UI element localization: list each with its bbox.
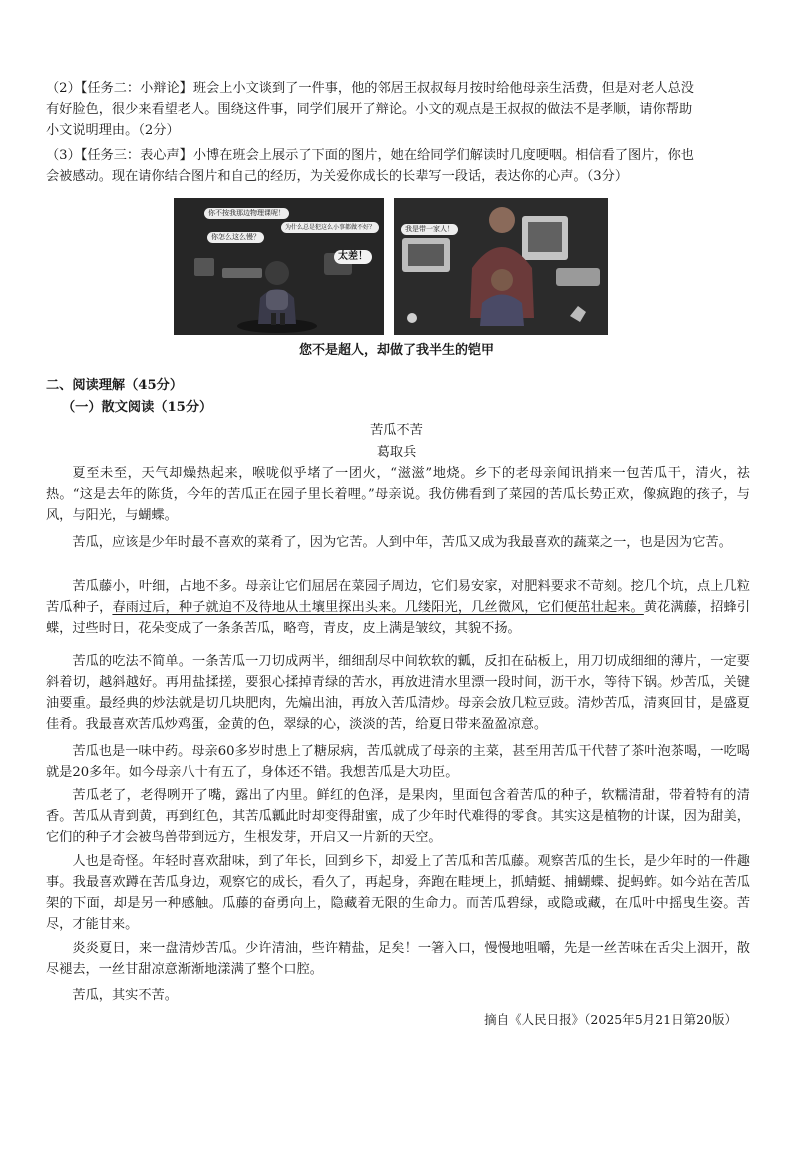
article-paragraph-6: 苦瓜老了，老得咧开了嘴，露出了内里。鲜红的色泽，是果肉，里面包含着苦瓜的种子，软糯清甜，带着特有的清香。苦瓜从青到黄，再到红色，其苦瓜瓤此时却变得甜蜜，成了少年时代难得的零食。其实这是植物的计谋，因为甜美，它们的种子才会被鸟兽带到远方，生根发芽，开启又一片新的天空。 [46,788,750,845]
subsection-heading: （一）散文阅读（15分） [62,400,213,415]
speech-bubble: 我是带一家人！ [401,224,458,235]
article-source: 摘自《人民日报》（2025年5月21日第20版） [484,1012,737,1027]
article-paragraph-2: 苦瓜，应该是少年时最不喜欢的菜肴了，因为它苦。人到中年，苦瓜又成为我最喜欢的蔬菜之一，也是因为它苦。 [72,535,732,550]
paragraph-3-end: 黄花满藤，招蜂引蝶，过些时日，花朵变成了一条条苦瓜，略弯，青皮，皮上满是皱纹，其貌不扬。 [46,600,751,636]
task2-line1: （2）【任务二：小辩论】班会上小文谈到了一件事，他的邻居王叔叔每月按时给他母亲生活费，但是对老人总没 [46,81,694,96]
illustration-left-panel [174,198,384,335]
task2-line3: 小文说明理由。（2分） [46,123,180,138]
figure-caption: 您不是超人，却做了我半生的铠甲 [298,343,494,358]
article-paragraph-9: 苦瓜，其实不苦。 [72,988,178,1003]
task2-line2: 有好脸色，很少来看望老人。围绕这件事，同学们展开了辩论。小文的观点是王叔叔的做法不是孝顺，请你帮助 [46,102,693,117]
speech-bubble: 为什么总是犯这么小事都做不好？ [281,222,379,233]
article-paragraph-4: 苦瓜的吃法不简单。一条苦瓜一刀切成两半，细细刮尽中间软软的瓤，反扣在砧板上，用刀切成细细的薄片，一定要斜着切，越斜越好。再用盐揉搓，要狠心揉掉青绿的苦水，再放进清水里漂一段时间，沥干水，等待下锅。炒苦瓜，关键油要重。最经典的炒法就是切几块肥肉，先煸出油，再放入苦瓜清炒。母亲会放几粒豆豉。清炒苦瓜，清爽回甘，是盛夏佳肴。我最喜欢苦瓜炒鸡蛋，金黄的色，翠绿的心，淡淡的苦，给夏日带来盈盈凉意。 [46,654,750,732]
section-heading: 二、阅读理解（45分） [46,378,184,393]
illustration-right-panel [394,198,608,335]
article-author: 葛取兵 [376,445,417,460]
speech-bubble: 你怎么这么慢？ [207,232,264,243]
article-paragraph-3 [46,576,750,639]
speech-bubble: 你不按我那边物理课呢！ [204,208,289,219]
illustration-right-art [394,198,608,335]
task2-question [46,78,750,141]
underlined-sentence: 春雨过后，种子就迫不及待地从土壤里探出头来。几缕阳光，几丝微风，它们便茁壮起来。 [112,600,644,615]
article-title: 苦瓜不苦 [370,423,423,438]
task3-question [46,145,750,187]
article-paragraph-1: 夏至未至，天气却燥热起来，喉咙似乎堵了一团火，“滋滋”地烧。乡下的老母亲闻讯捎来一包苦瓜干，清火，祛热。“这是去年的陈货，今年的苦瓜正在园子里长着哩。”母亲说。我仿佛看到了菜园的苦瓜长势正欢，像疯跑的孩子，与风，与阳光，与蝴蝶。 [46,466,750,523]
article-paragraph-5: 苦瓜也是一味中药。母亲60多岁时患上了糖尿病，苦瓜就成了母亲的主菜，甚至用苦瓜干代替了茶叶泡茶喝，一吃喝就是20多年。如今母亲八十有五了，身体还不错。我想苦瓜是大功臣。 [46,744,750,780]
article-paragraph-7: 人也是奇怪。年轻时喜欢甜味，到了年长，回到乡下，却爱上了苦瓜和苦瓜藤。观察苦瓜的生长，是少年时的一件趣事。我最喜欢蹲在苦瓜身边，观察它的成长，看久了，再起身，奔跑在畦埂上，抓蜻蜓、捕蝴蝶、捉蚂蚱。如今站在苦瓜架的下面，却是另一种感触。瓜藤的奋勇向上，隐藏着无限的生命力。而苦瓜碧绿，或隐或藏，在瓜叶中摇曳生姿。苦尽，才能甘来。 [46,854,750,932]
task3-line2: 会被感动。现在请你结合图片和自己的经历，为关爱你成长的长辈写一段话，表达你的心声。（3分） [46,169,629,184]
article-paragraph-8: 炎炎夏日，来一盘清炒苦瓜。少许清油，些许精盐，足矣！一箸入口，慢慢地咀嚼，先是一丝苦味在舌尖上洇开，散尽褪去，一丝甘甜凉意渐渐地漾满了整个口腔。 [46,941,750,977]
paragraph-3-start: 苦瓜藤小，叶细，占地不多。母亲让它们屈居在菜园子周边，它们易安家，对肥料要求不苛刻。挖几个坑，点上几粒苦瓜种子， [46,579,750,615]
speech-bubble: 太差！ [334,250,372,264]
task3-line1: （3）【任务三：表心声】小博在班会上展示了下面的图片，她在给同学们解读时几度哽咽。相信看了图片，你也 [46,148,694,163]
